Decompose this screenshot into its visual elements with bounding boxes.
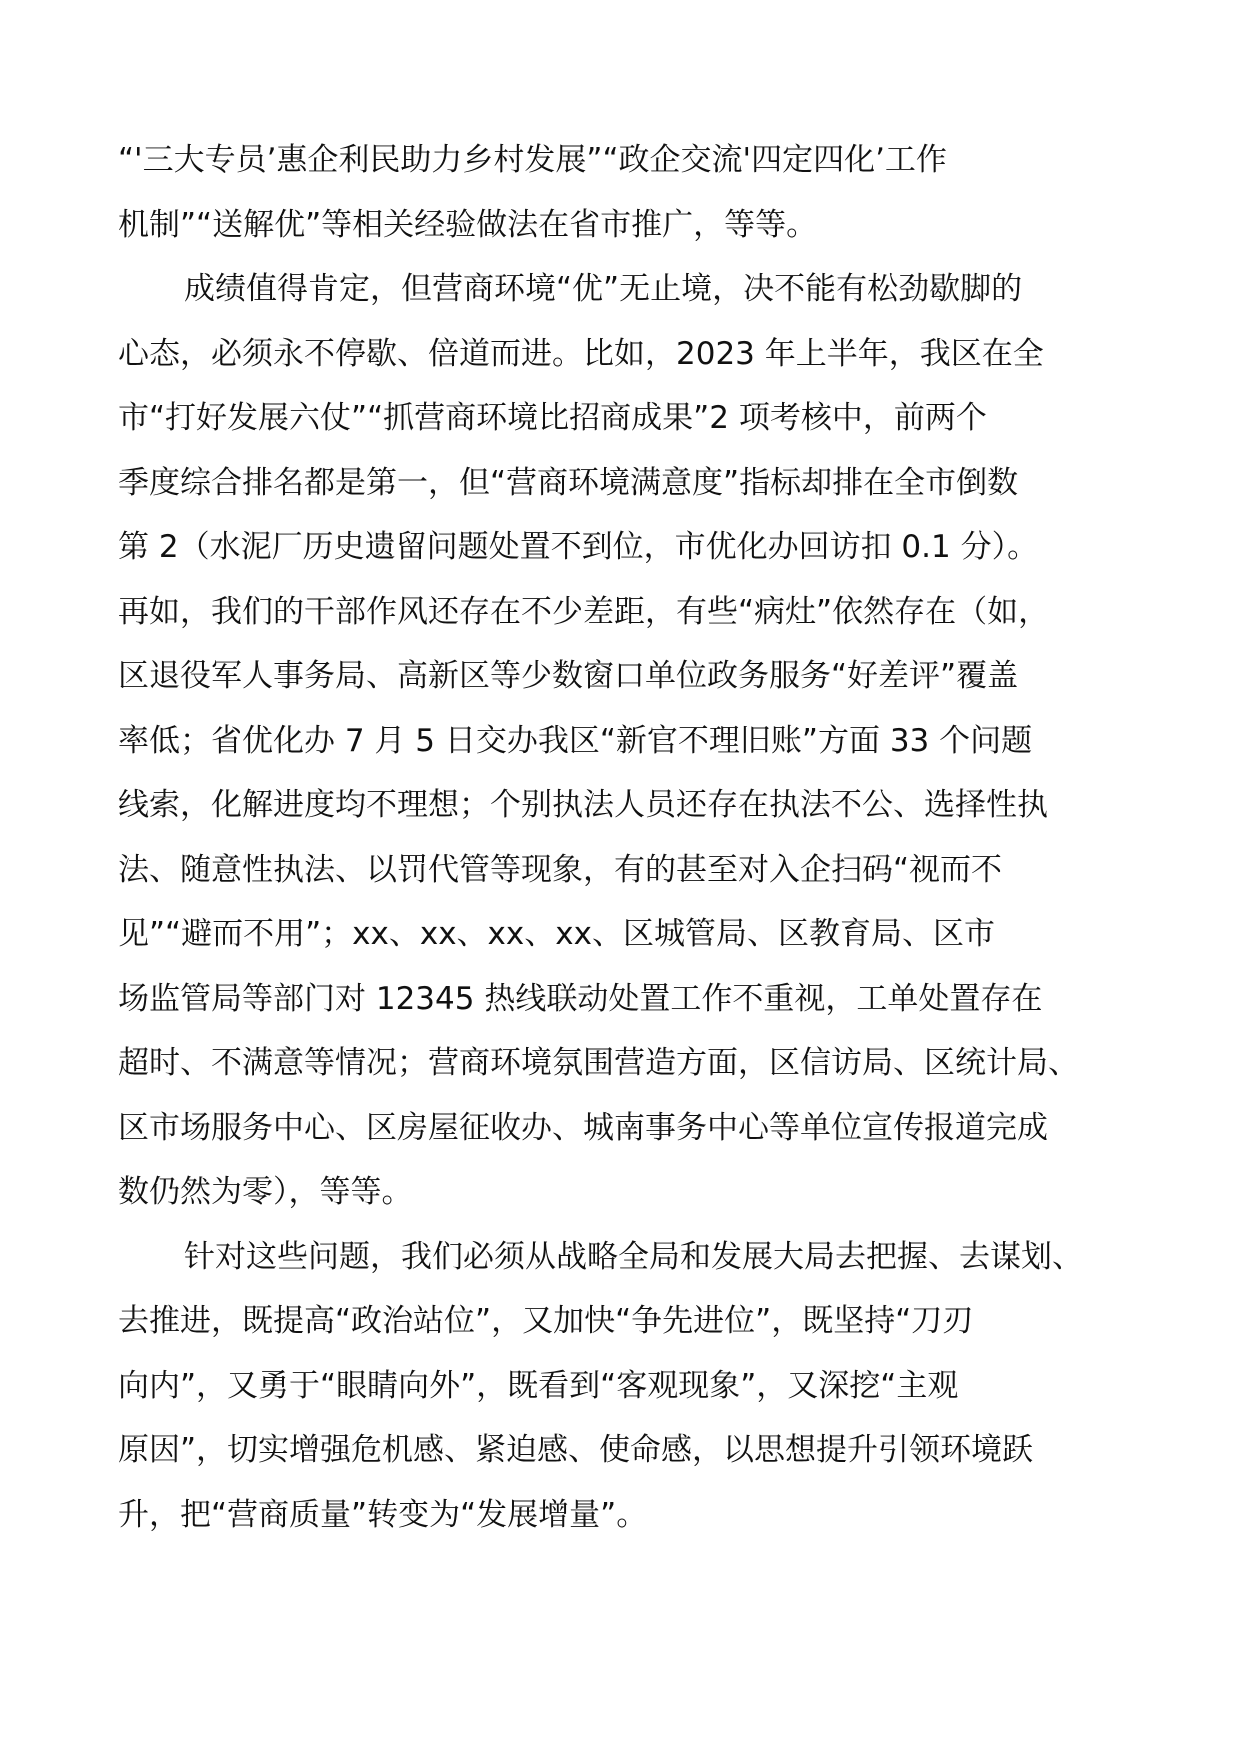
text-line: 针对这些问题，我们必须从战略全局和发展大局去把握、去谋划、 [184,1238,1083,1275]
paragraph [118,128,1128,257]
text-line: 数仍然为零），等等。 [118,1174,413,1210]
text-line: 区退役军人事务局、高新区等少数窗口单位政务服务“好差评”覆盖 [118,658,1019,694]
text-line: 第 2（水泥厂历史遗留问题处置不到位，市优化办回访扣 0.1 分）。 [118,529,1039,565]
text-line: 线索，化解进度均不理想；个别执法人员还存在执法不公、选择性执 [118,787,1048,823]
text-line: 去推进，既提高“政治站位”，又加快“争先进位”，既坚持“刀刃 [118,1303,974,1339]
text-line: 原因”，切实增强危机感、紧迫感、使命感，以思想提升引领环境跃 [118,1432,1034,1468]
text-line: 升，把“营商质量”转变为“发展增量”。 [118,1496,648,1533]
text-line: 成绩值得肯定，但营商环境“优”无止境，决不能有松劲歇脚的 [184,271,1023,307]
text-line: 心态，必须永不停歇、倍道而进。比如，2023 年上半年，我区在全 [118,335,1044,372]
text-line: 场监管局等部门对 12345 热线联动处置工作不重视，工单处置存在 [118,980,1043,1017]
text-line: 季度综合排名都是第一，但“营商环境满意度”指标却排在全市倒数 [118,464,1019,501]
text-line: 率低；省优化办 7 月 5 日交办我区“新官不理旧账”方面 33 个问题 [118,722,1033,759]
document-body [118,128,1128,1547]
text-line: “'三大专员’惠企利民助力乡村发展”“政企交流'四定四化’工作 [118,142,947,178]
text-line: 市“打好发展六仗”“抓营商环境比招商成果”2 项考核中，前两个 [118,400,987,436]
text-line: 见”“避而不用”；xx、xx、xx、xx、区城管局、区教育局、区市 [118,916,995,952]
paragraph [118,257,1128,1225]
text-line: 超时、不满意等情况；营商环境氛围营造方面，区信访局、区统计局、 [118,1045,1079,1081]
text-line: 区市场服务中心、区房屋征收办、城南事务中心等单位宣传报道完成 [118,1109,1048,1146]
text-line: 再如，我们的干部作风还存在不少差距，有些“病灶”依然存在（如， [118,593,1050,630]
text-line: 法、随意性执法、以罚代管等现象，有的甚至对入企扫码“视而不 [118,851,1003,888]
text-line: 向内”，又勇于“眼睛向外”，既看到“客观现象”，又深挖“主观 [118,1367,959,1404]
text-line: 机制”“送解优”等相关经验做法在省市推广，等等。 [118,206,818,243]
paragraph [118,1225,1128,1548]
